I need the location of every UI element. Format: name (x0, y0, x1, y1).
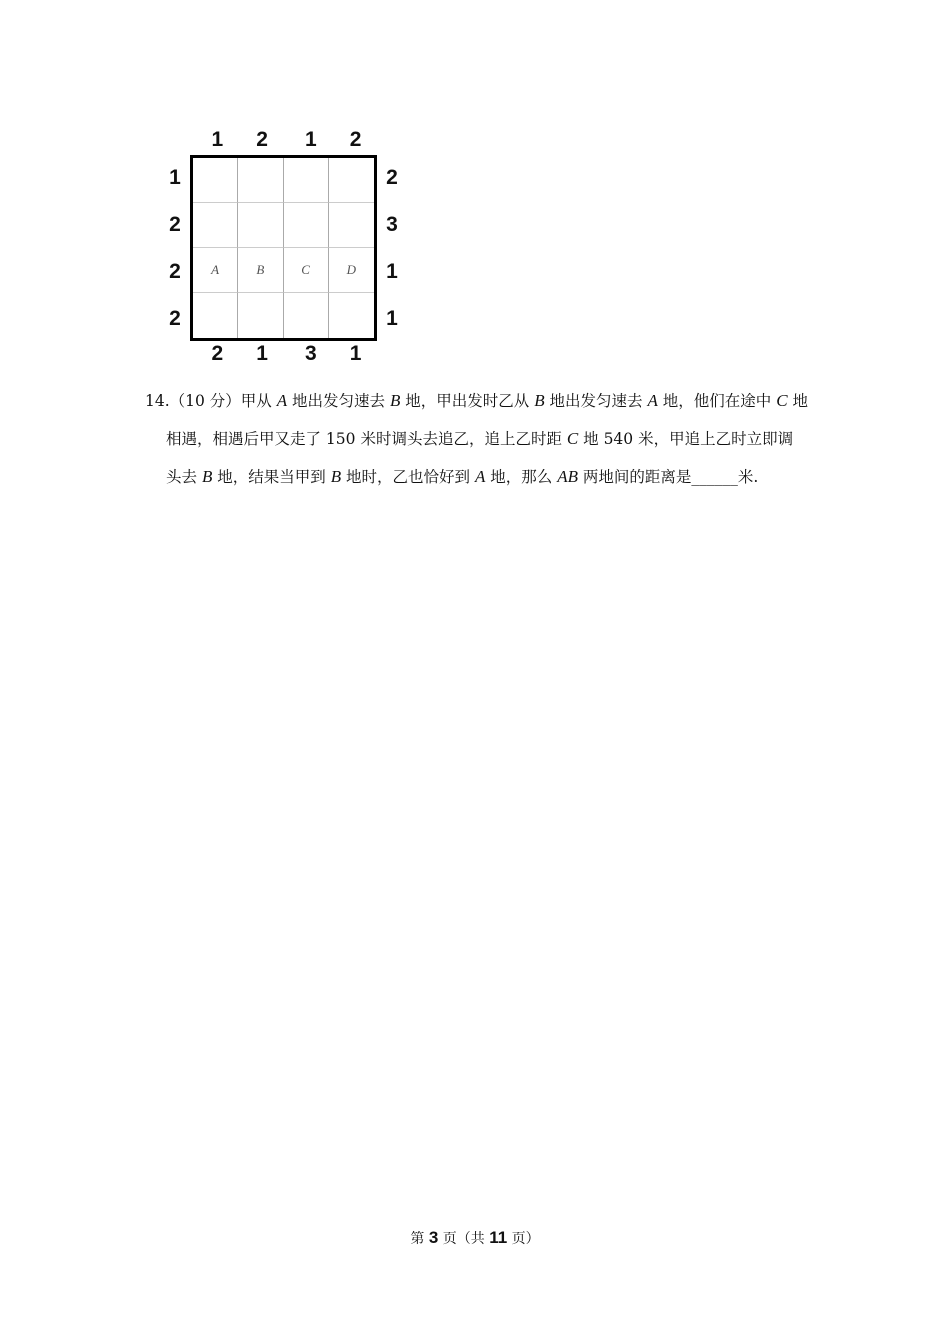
grid-cell: D (329, 248, 374, 293)
grid-cell (329, 293, 374, 338)
footer-suffix: 页） (507, 1231, 540, 1247)
grid-cell (193, 158, 238, 203)
page-footer (0, 1228, 950, 1248)
question-line (145, 420, 815, 458)
clue-left: 2 (169, 306, 181, 330)
question-text: 地出发匀速去 (287, 392, 390, 410)
grid-cell (238, 158, 283, 203)
footer-middle: 页（共 (438, 1231, 490, 1247)
clue-right: 2 (386, 166, 398, 190)
question-text: 地出发匀速去 (544, 392, 648, 410)
grid-cell (329, 158, 374, 203)
question-line (145, 458, 815, 496)
math-variable: B (389, 391, 401, 410)
clue-left: 1 (169, 166, 181, 190)
math-variable: A (647, 391, 658, 410)
math-variable: B (201, 467, 213, 486)
footer-prefix: 第 (410, 1231, 429, 1247)
clue-top: 2 (349, 128, 362, 151)
clue-left: 2 (169, 259, 181, 283)
question-text: 地，甲出发时乙从 (400, 392, 535, 410)
math-variable: C (776, 391, 788, 410)
clue-bottom: 3 (305, 342, 317, 365)
question-text: 地时，乙也恰好到 (341, 468, 475, 486)
grid-cell: C (284, 248, 329, 293)
current-page: 3 (428, 1228, 439, 1247)
clue-bottom: 1 (349, 342, 362, 365)
grid-cell (284, 158, 329, 203)
question-text: 相遇，相遇后甲又走了 150 米时调头去追乙，追上乙时距 (166, 430, 567, 448)
math-variable: B (330, 467, 342, 486)
math-variable: A (474, 467, 486, 486)
math-variable: C (566, 429, 579, 448)
question-text: 14.（10 分）甲从 (145, 392, 277, 410)
clue-right: 1 (386, 306, 398, 330)
question-text: 头去 (166, 468, 202, 486)
grid-cell (193, 203, 238, 248)
clue-right: 1 (386, 259, 398, 283)
grid-cell (238, 203, 283, 248)
clue-right: 3 (386, 213, 398, 237)
math-variable: A (276, 391, 288, 410)
grid-cell (284, 203, 329, 248)
grid-cell (329, 203, 374, 248)
question-line (145, 382, 815, 420)
question-text: 地，他们在途中 (657, 392, 777, 410)
question-text: 地，那么 (485, 468, 558, 486)
clue-bottom: 1 (256, 342, 268, 365)
math-variable: B (534, 391, 545, 410)
question-text: 地，结果当甲到 (212, 468, 331, 486)
grid-cell: A (193, 248, 238, 293)
grid-cell (284, 293, 329, 338)
clue-top: 1 (211, 128, 224, 151)
question-14 (145, 382, 815, 496)
question-text: 两地间的距离是______米. (577, 468, 759, 486)
total-pages: 11 (489, 1228, 508, 1247)
grid-cell (193, 293, 238, 338)
question-text: 地 540 米，甲追上乙时立即调 (578, 430, 794, 448)
skyscraper-puzzle-figure (150, 120, 420, 370)
puzzle-grid (190, 155, 377, 341)
grid-cell: B (238, 248, 283, 293)
clue-bottom: 2 (211, 342, 224, 365)
grid-cell (238, 293, 283, 338)
question-text: 地 (787, 392, 809, 410)
math-variable: AB (557, 467, 578, 486)
clue-top: 2 (256, 128, 268, 151)
clue-left: 2 (169, 213, 181, 237)
clue-top: 1 (305, 128, 317, 151)
